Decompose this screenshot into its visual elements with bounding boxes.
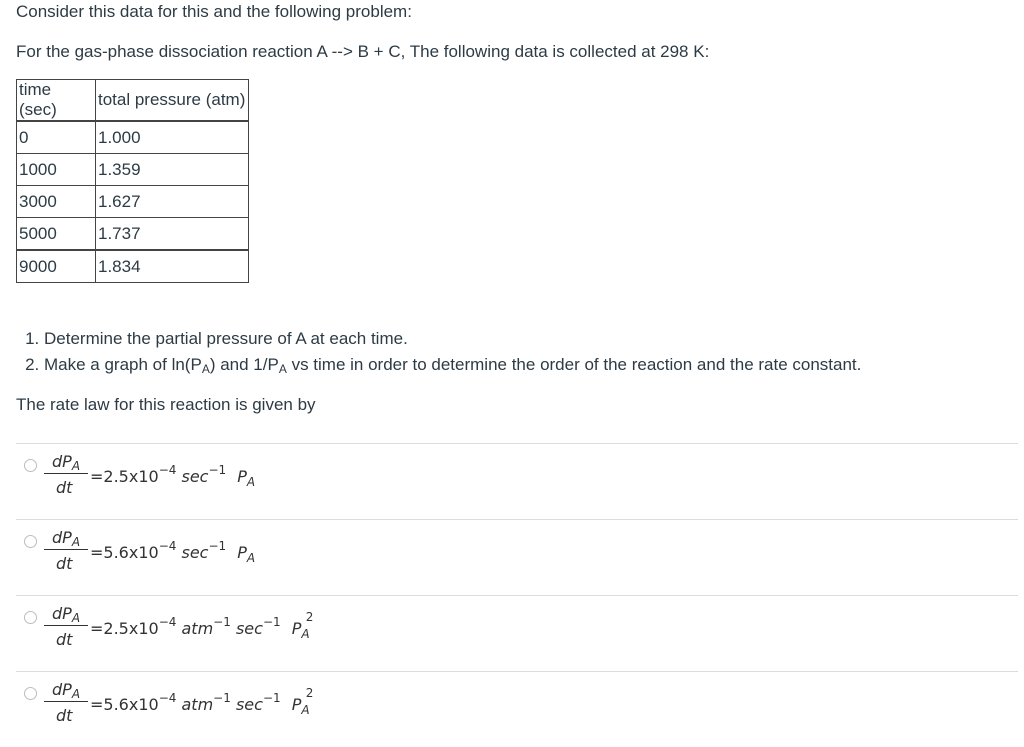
rate-expression	[90, 686, 314, 717]
unit: atm	[181, 695, 214, 714]
pressure-variable	[237, 467, 255, 489]
answer-option-1[interactable]	[16, 443, 1018, 519]
variable-subscript: A	[246, 551, 256, 565]
pressure-variable	[291, 610, 314, 641]
frac-denominator: dt	[56, 706, 73, 725]
unit-exponent: −1	[213, 615, 231, 629]
question-item	[44, 352, 861, 378]
variable-subscript: A	[301, 703, 310, 717]
pressure-variable	[237, 543, 255, 565]
cell-time: 0	[17, 121, 96, 154]
numerator-subscript: A	[71, 687, 81, 701]
exponent: −4	[158, 691, 177, 705]
radio-button[interactable]	[24, 611, 37, 624]
question-text-pre: Make a graph of ln(P	[44, 355, 202, 374]
unit-exponent: −1	[262, 615, 281, 629]
exponent: −4	[158, 615, 177, 629]
fraction-bar	[44, 625, 88, 626]
unit-exponent: −1	[262, 691, 281, 705]
cell-time: 5000	[17, 218, 96, 251]
unit-exponent: −1	[208, 463, 227, 477]
radio-button[interactable]	[24, 687, 37, 700]
fraction-bar	[44, 549, 88, 550]
pressure-data-table	[16, 79, 249, 283]
derivative-fraction	[44, 678, 88, 726]
variable-subscript: A	[246, 475, 256, 489]
unit: sec	[181, 543, 209, 562]
reaction-context: For the gas-phase dissociation reaction A --> B + C, The following data is collected at 298 K:	[16, 42, 710, 61]
frac-numerator	[52, 680, 80, 701]
question-text: Determine the partial pressure of A at each time.	[44, 329, 408, 348]
header-total-pressure: total pressure (atm)	[96, 80, 249, 122]
numerator-text: dP	[52, 528, 72, 547]
numerator-text: dP	[52, 604, 72, 623]
cell-pressure: 1.000	[96, 121, 249, 154]
unit: sec	[235, 619, 263, 638]
variable: P	[291, 619, 302, 638]
question-item	[44, 326, 861, 352]
coefficient: =5.6x10	[90, 543, 159, 562]
exponent: −4	[158, 539, 177, 553]
rate-expression	[90, 610, 314, 641]
variable: P	[237, 543, 247, 562]
unit-exponent: −1	[208, 539, 227, 553]
cell-time: 9000	[17, 250, 96, 283]
variable: P	[291, 695, 302, 714]
frac-numerator	[52, 452, 80, 473]
cell-pressure: 1.834	[96, 250, 249, 283]
unit: sec	[181, 467, 209, 486]
cell-pressure: 1.737	[96, 218, 249, 251]
cell-pressure: 1.627	[96, 186, 249, 218]
table-row	[17, 218, 249, 251]
derivative-fraction	[44, 526, 88, 574]
numerator-subscript: A	[71, 611, 81, 625]
unit: sec	[235, 695, 263, 714]
pressure-variable	[291, 686, 314, 717]
answer-option-4[interactable]	[16, 671, 1018, 747]
numerator-subscript: A	[71, 459, 81, 473]
radio-button[interactable]	[24, 535, 37, 548]
derivative-fraction	[44, 450, 88, 498]
question-list	[0, 326, 861, 378]
variable-exponent: 2	[305, 686, 314, 700]
table-row	[17, 121, 249, 154]
cell-time: 3000	[17, 186, 96, 218]
frac-numerator	[52, 604, 80, 625]
frac-denominator: dt	[56, 630, 73, 649]
answer-options	[16, 443, 1018, 747]
table-row	[17, 186, 249, 218]
numerator-text: dP	[52, 452, 72, 471]
intro-text: Consider this data for this and the following problem:	[16, 2, 412, 21]
header-time: time (sec)	[17, 80, 96, 122]
variable-subscript: A	[301, 627, 310, 641]
exponent: −4	[158, 463, 177, 477]
rate-expression	[90, 463, 255, 489]
question-text-mid: ) and 1/P	[209, 355, 279, 374]
table-header-row	[17, 80, 249, 122]
answer-option-2[interactable]	[16, 519, 1018, 595]
derivative-fraction	[44, 602, 88, 650]
table-row	[17, 154, 249, 186]
coefficient: =2.5x10	[90, 467, 159, 486]
frac-numerator	[52, 528, 80, 549]
rate-expression	[90, 539, 255, 565]
question-text-post: vs time in order to determine the order of the reaction and the rate constant.	[286, 355, 862, 374]
frac-denominator: dt	[56, 554, 73, 573]
coefficient: =2.5x10	[90, 619, 159, 638]
cell-pressure: 1.359	[96, 154, 249, 186]
coefficient: =5.6x10	[90, 695, 159, 714]
radio-button[interactable]	[24, 459, 37, 472]
answer-option-3[interactable]	[16, 595, 1018, 671]
numerator-text: dP	[52, 680, 72, 699]
variable-exponent: 2	[305, 610, 314, 624]
fraction-bar	[44, 473, 88, 474]
fraction-bar	[44, 701, 88, 702]
subscript: A	[278, 362, 287, 376]
variable: P	[237, 467, 247, 486]
subscript: A	[201, 362, 210, 376]
rate-law-prompt: The rate law for this reaction is given by	[16, 395, 316, 414]
numerator-subscript: A	[71, 535, 81, 549]
unit: atm	[181, 619, 214, 638]
table-row	[17, 250, 249, 283]
cell-time: 1000	[17, 154, 96, 186]
frac-denominator: dt	[56, 478, 73, 497]
unit-exponent: −1	[213, 691, 231, 705]
